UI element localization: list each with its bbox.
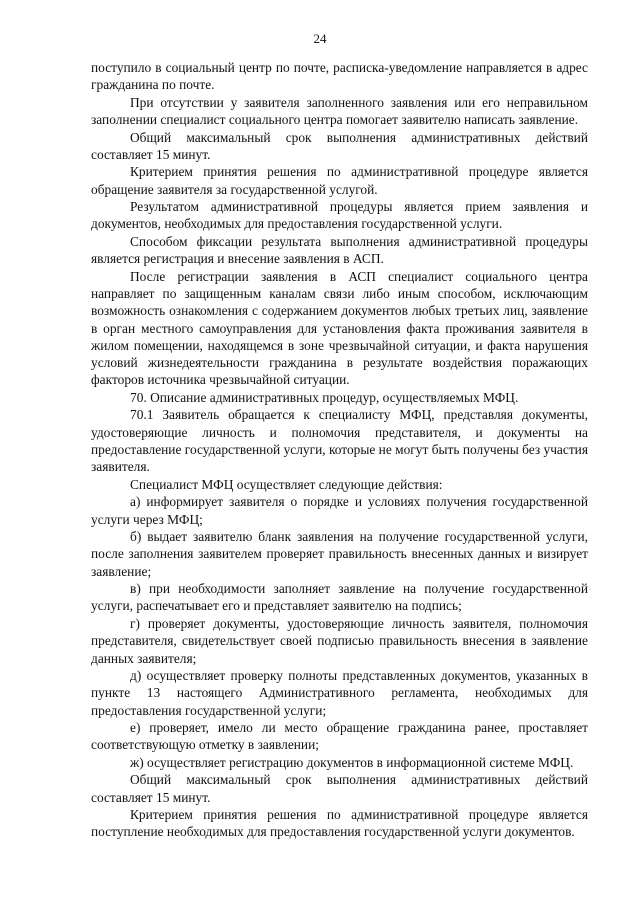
paragraph: Специалист МФЦ осуществляет следующие действия: bbox=[130, 476, 443, 492]
paragraph: При отсутствии у заявителя заполненного заявления или его неправильном заполнении специалист социального центра помогает заявителю написать заявление. bbox=[91, 94, 588, 128]
list-item-b: б) выдает заявителю бланк заявления на получение государственной услуги, после заполнения заявителем проверяет правильность внесенных данных и визирует заявление; bbox=[91, 529, 588, 579]
list-item-v: в) при необходимости заполняет заявление на получение государственной услуги, распечатывает его и представляет заявителю на подпись; bbox=[91, 581, 588, 614]
paragraph: Общий максимальный срок выполнения административных действий составляет 15 минут. bbox=[91, 772, 588, 805]
list-item-e: е) проверяет, имело ли место обращение гражданина ранее, проставляет соответствующую отметку в заявлении; bbox=[91, 720, 588, 753]
paragraph: Способом фиксации результата выполнения административной процедуры является регистрация и внесение заявления в АСП. bbox=[91, 233, 588, 267]
section-heading-70: 70. Описание административных процедур, осуществляемых МФЦ. bbox=[130, 389, 519, 405]
paragraph-70-1: 70.1 Заявитель обращается к специалисту МФЦ, представляя документы, удостоверяющие личность и полномочия представителя, и документы на предоставление государственной услуги, которые не могут быть получены без участия заявителя. bbox=[91, 407, 588, 475]
list-item-zh: ж) осуществляет регистрацию документов в информационной системе МФЦ. bbox=[130, 754, 574, 770]
paragraph: Критерием принятия решения по административной процедуре является поступление необходимых для предоставления государственной услуги документов. bbox=[91, 807, 588, 840]
paragraph: Результатом административной процедуры является прием заявления и документов, необходимых для предоставления государственной услуги. bbox=[91, 199, 588, 232]
paragraph: Критерием принятия решения по административной процедуре является обращение заявителя за государственной услугой. bbox=[91, 164, 588, 197]
list-item-d: д) осуществляет проверку полноты представленных документов, указанных в пункте 13 настоящего Административного регламента, необходимых для предоставления государственной услуги; bbox=[91, 668, 588, 718]
paragraph: После регистрации заявления в АСП специалист социального центра направляет по защищенным каналам связи либо иным способом, исключающим возможность ознакомления с содержанием документов любых третьих лиц, заявление в орган местного самоуправления для установления факта проживания заявителя в жилом помещении, находящемся в зоне чрезвычайной ситуации, и факта нарушения условий жизнедеятельности гражданина в результате воздействия поражающих факторов источника чрезвычайной ситуации. bbox=[91, 268, 588, 388]
paragraph: Общий максимальный срок выполнения административных действий составляет 15 минут. bbox=[91, 129, 588, 162]
list-item-a: а) информирует заявителя о порядке и условиях получения государственной услуги через МФЦ; bbox=[91, 494, 588, 527]
paragraph-continuation: поступило в социальный центр по почте, расписка-уведомление направляется в адрес гражданина по почте. bbox=[91, 60, 588, 93]
document-body bbox=[91, 59, 588, 841]
page-number: 24 bbox=[313, 31, 327, 46]
list-item-g: г) проверяет документы, удостоверяющие личность заявителя, полномочия представителя, свидетельствует своей подписью правильность внесения в заявление данных заявителя; bbox=[91, 615, 588, 666]
